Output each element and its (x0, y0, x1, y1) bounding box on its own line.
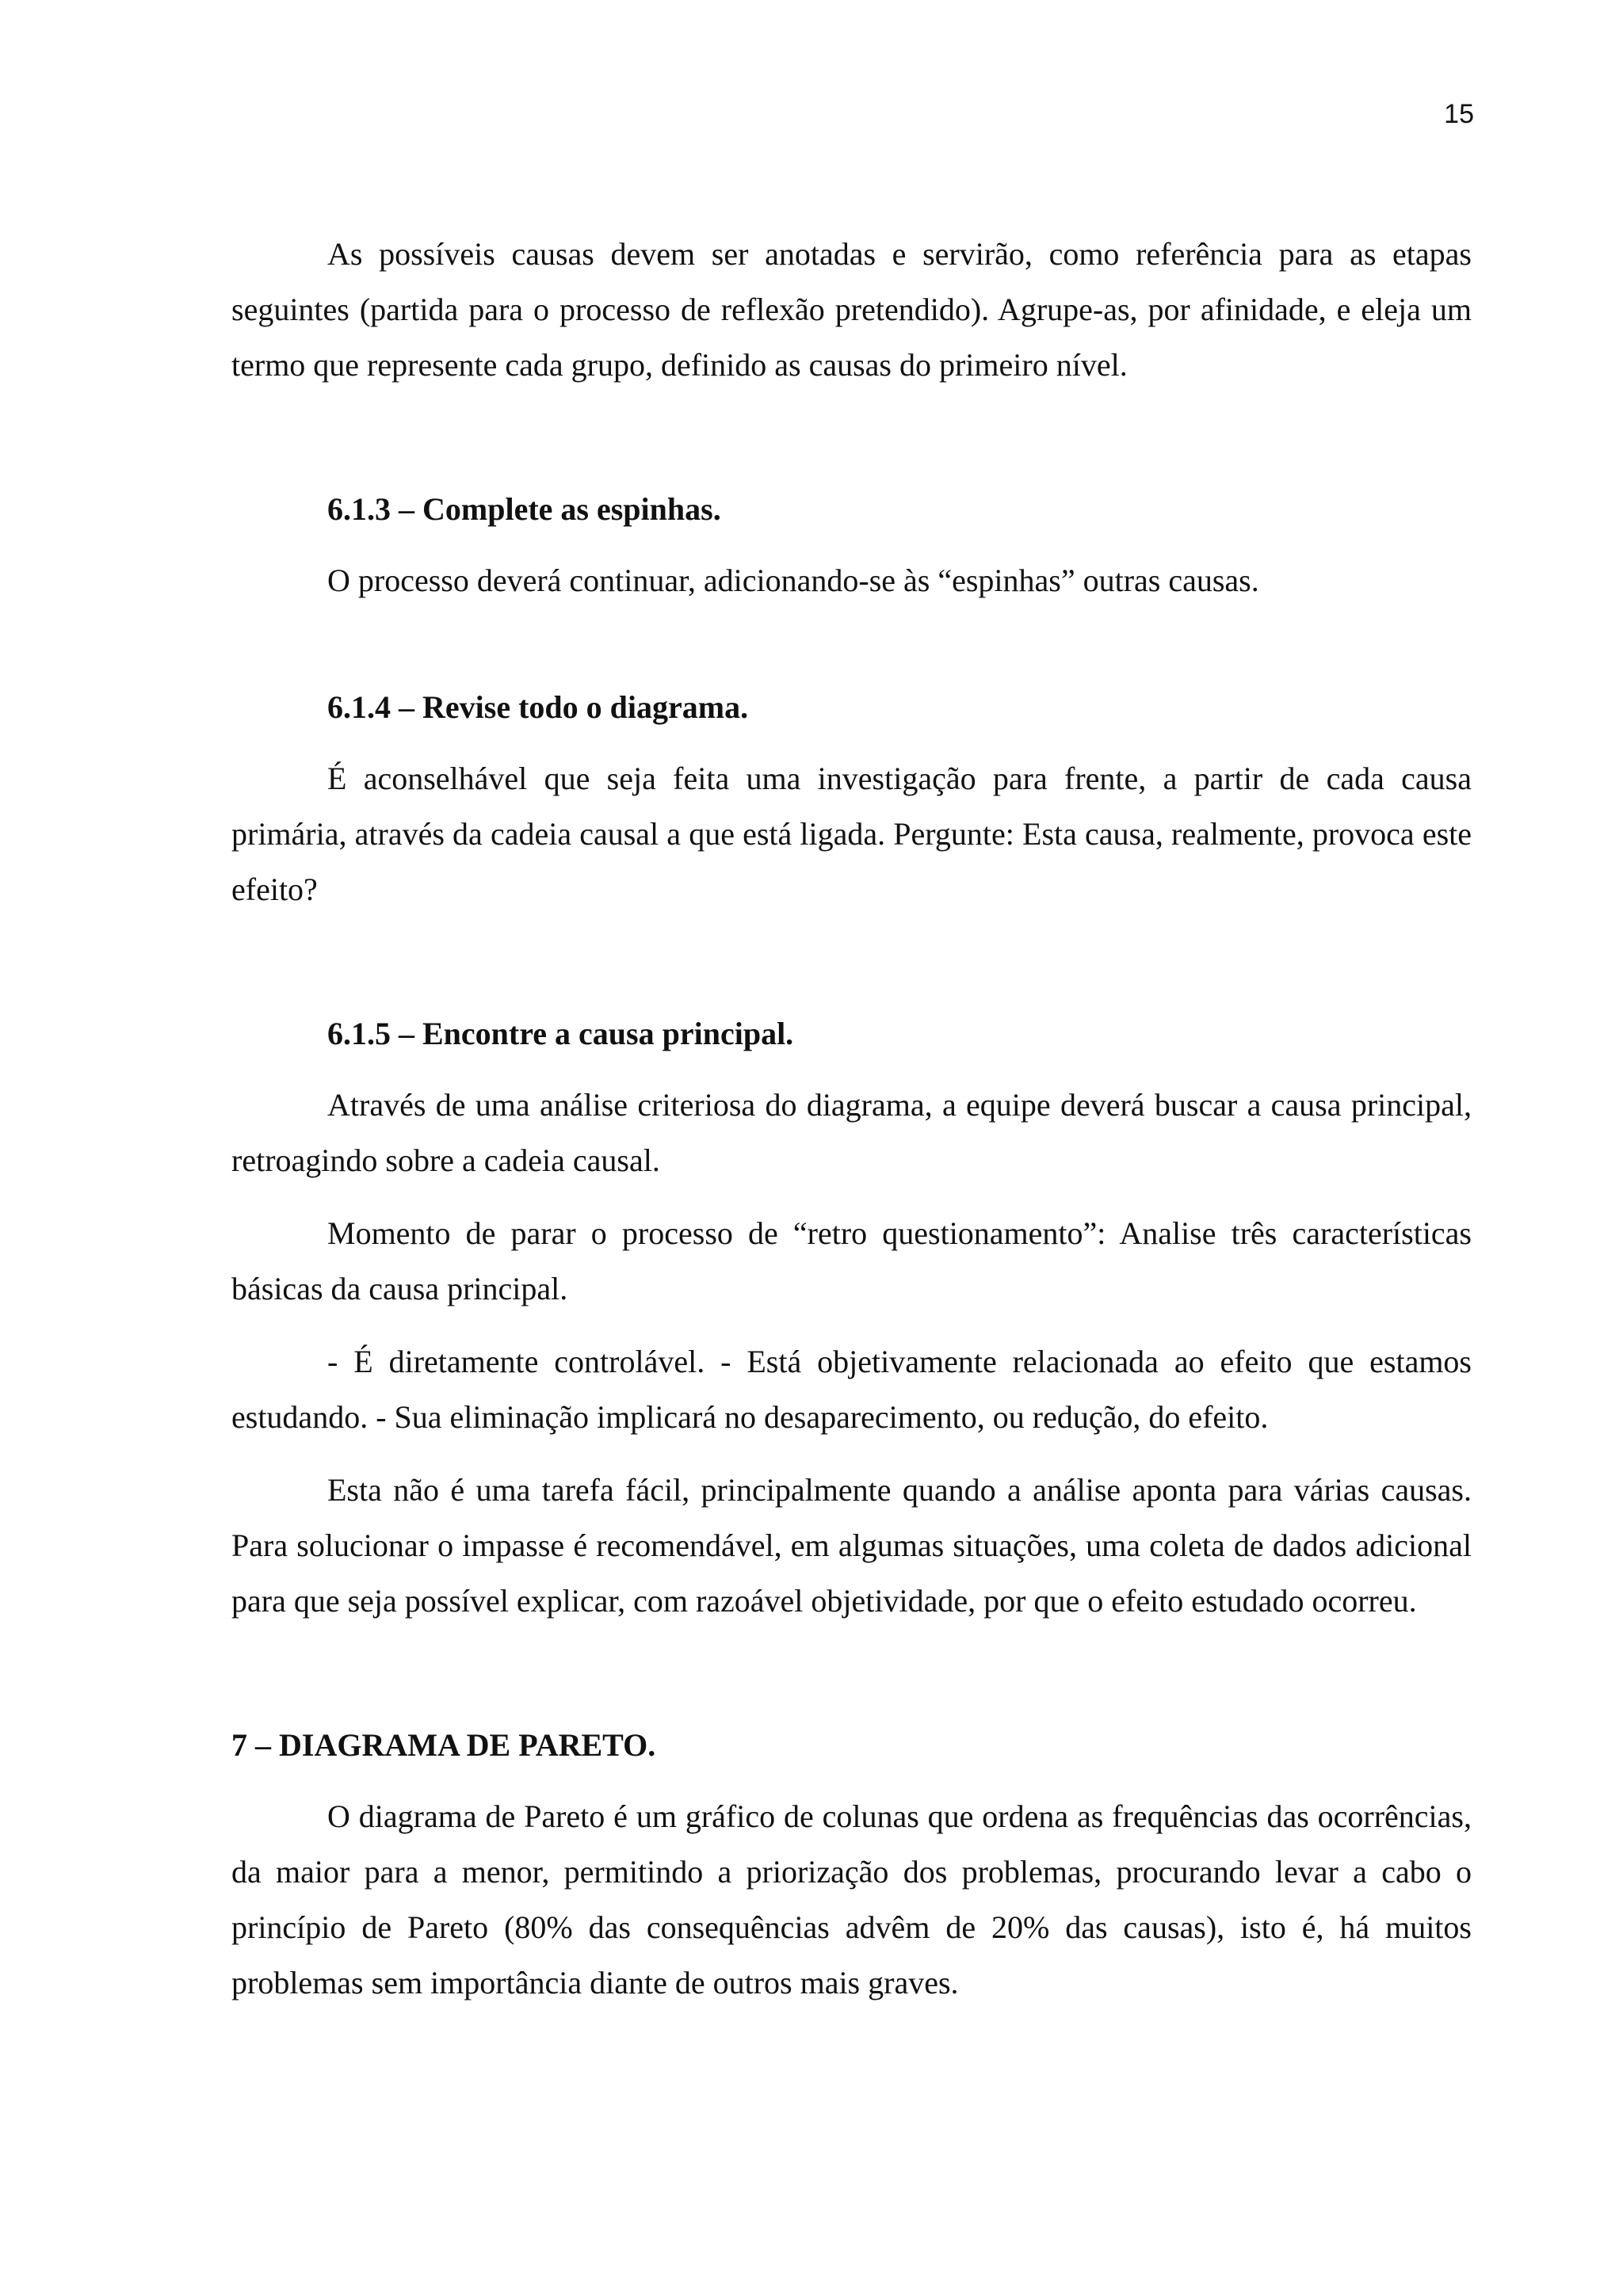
document-body (231, 227, 1472, 2011)
paragraph-forward-investigation: É aconselhável que seja feita uma investigação para frente, a partir de cada causa primária, através da cadeia causal a que está ligada. Pergunte: Esta causa, realmente, provoca este efeito? (231, 761, 1472, 907)
heading-pareto-diagram: 7 – DIAGRAMA DE PARETO. (231, 1727, 656, 1763)
paragraph-careful-analysis: Através de uma análise criteriosa do diagrama, a equipe deverá buscar a causa principal, retroagindo sobre a cadeia causal. (231, 1087, 1472, 1178)
heading-review-diagram: 6.1.4 – Revise todo o diagrama. (327, 689, 749, 725)
paragraph-not-easy-task: Esta não é uma tarefa fácil, principalmente quando a análise aponta para várias causas. Para solucionar o impasse é recomendável, em algumas situações, uma coleta de dados adicional para que seja possível explicar, com razoável objetividade, por que o efeito estudado ocorreu. (231, 1472, 1472, 1619)
paragraph-characteristics: - É diretamente controlável. - Está objetivamente relacionada ao efeito que estamos estudando. - Sua eliminação implicará no desaparecimento, ou redução, do efeito. (231, 1344, 1472, 1435)
paragraph-stop-questioning: Momento de parar o processo de “retro questionamento”: Analise três características básicas da causa principal. (231, 1215, 1472, 1306)
paragraph-continue-process: O processo deverá continuar, adicionando-se às “espinhas” outras causas. (327, 563, 1259, 598)
heading-find-main-cause: 6.1.5 – Encontre a causa principal. (327, 1016, 794, 1051)
paragraph-pareto-definition: O diagrama de Pareto é um gráfico de colunas que ordena as frequências das ocorrências, da maior para a menor, permitindo a priorização dos problemas, procurando levar a cabo o princípio de Pareto (80% das consequências advêm de 20% das causas), isto é, há muitos problemas sem importância diante de outros mais graves. (231, 1798, 1472, 2000)
heading-complete-spines: 6.1.3 – Complete as espinhas. (327, 491, 721, 527)
paragraph-possible-causes: As possíveis causas devem ser anotadas e servirão, como referência para as etapas seguintes (partida para o processo de reflexão pretendido). Agrupe-as, por afinidade, e eleja um termo que represente cada grupo, definido as causas do primeiro nível. (231, 236, 1472, 383)
page-number: 15 (1444, 99, 1474, 129)
